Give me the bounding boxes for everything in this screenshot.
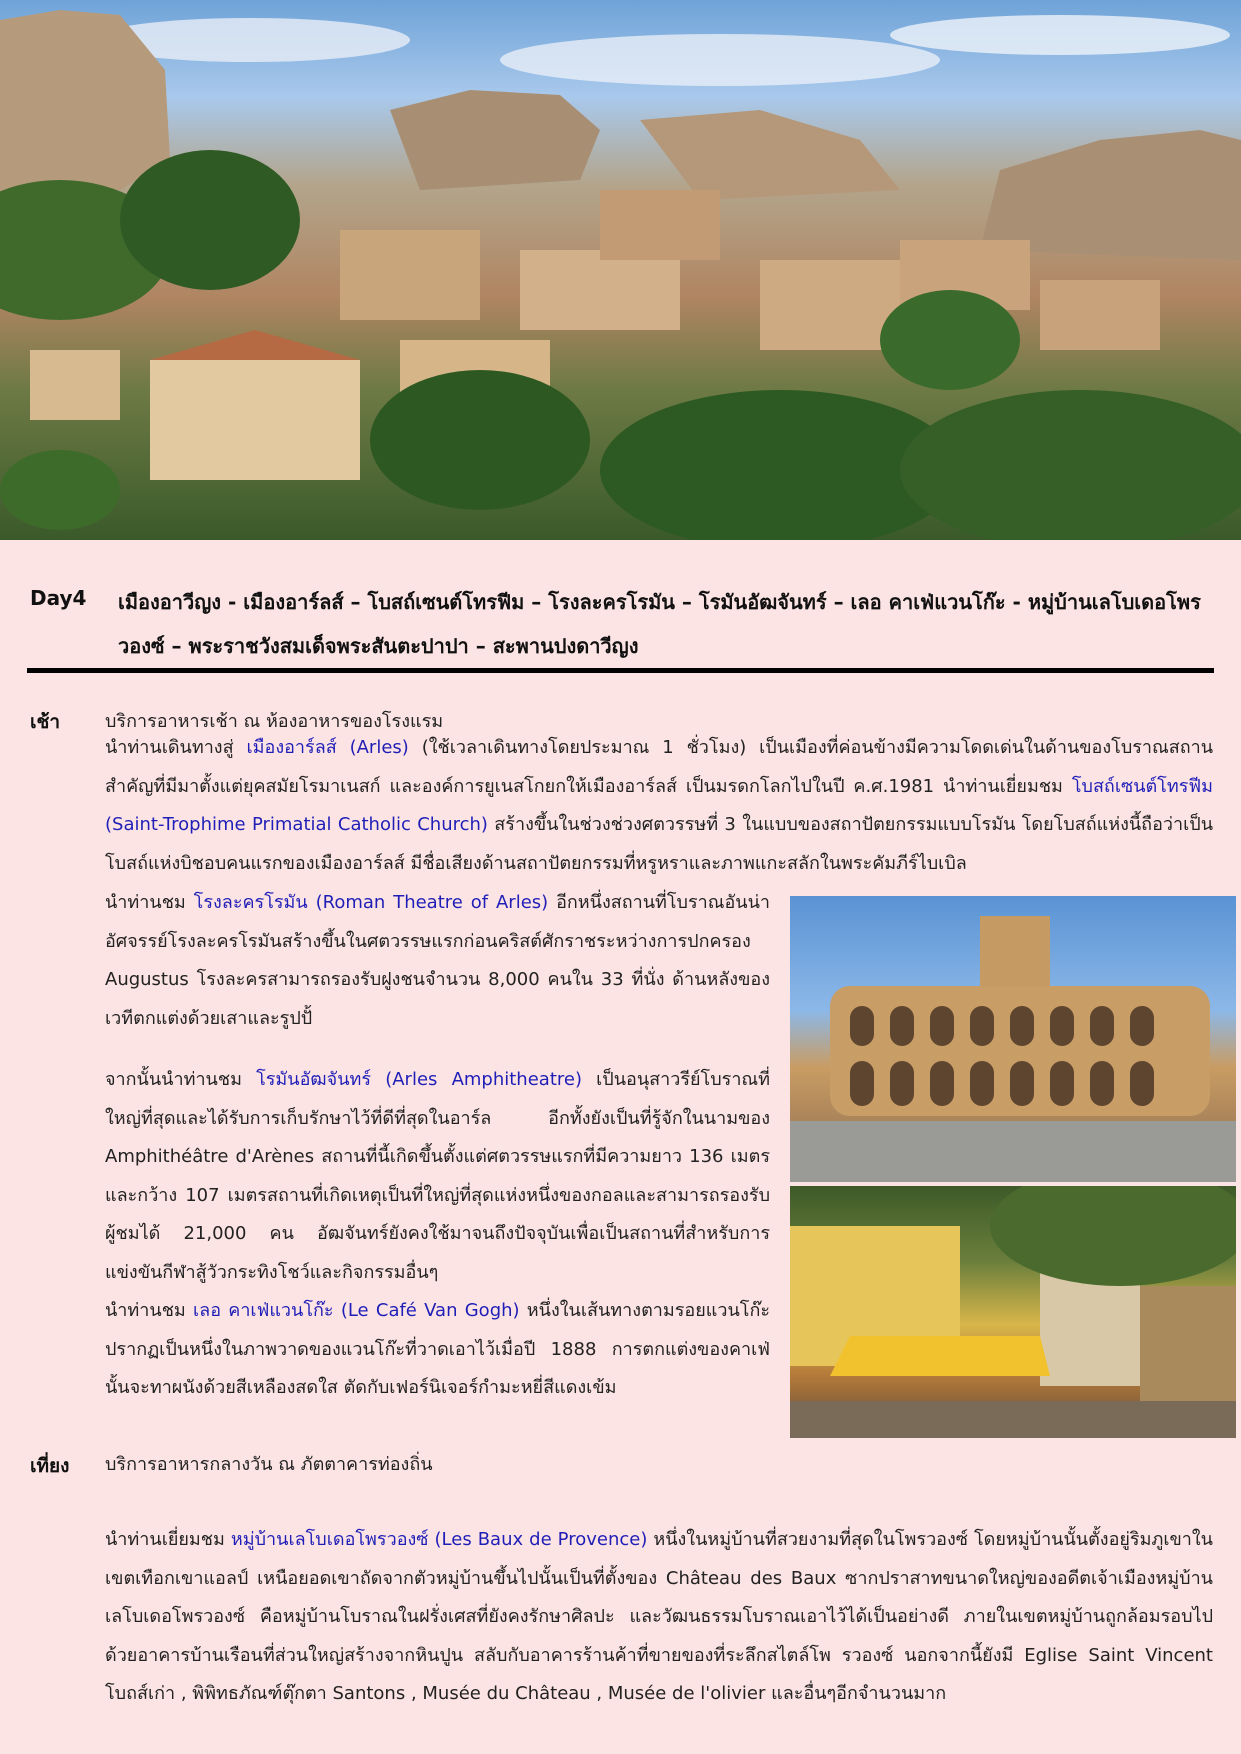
cafe-van-gogh-photo (790, 1186, 1236, 1438)
paragraph-arles (105, 729, 1213, 883)
paragraph-roman-theatre (105, 884, 770, 1038)
highlight-arles: เมืองอาร์ลส์ (Arles) (246, 737, 409, 758)
breakfast-text: บริการอาหารเช้า ณ ห้องอาหารของโรงแรม (105, 711, 444, 732)
morning-label: เช้า (30, 711, 61, 733)
paragraph-arles-text-c: สร้างขึ้นในช่วงช่วงศตวรรษที่ 3 ในแบบของสถาปัตยกรรมแบบโรมัน โดยโบสถ์แห่งนี้ถือว่าเป็นโบสถ์แห่งบิชอบคนแรกของเมืองอาร์ลส์ มีชื่อเสียงด้านสถาปัตยกรรมที่หรูหราและภาพแกะสลักในพระคัมภีร์ไบเบิล (105, 814, 1213, 874)
noon-label: เที่ยง (30, 1455, 70, 1477)
amphitheatre-photo (790, 896, 1236, 1182)
paragraph-cafe-van-gogh-text-a: นำท่านชม (105, 1300, 194, 1321)
day-label: Day4 (30, 586, 87, 610)
lunch-text: บริการอาหารกลางวัน ณ ภัตตาคารท่องถิ่น (105, 1454, 433, 1475)
paragraph-cafe-van-gogh-text-b: หนึ่งในเส้นทางตามรอยแวนโก๊ะปรากฏเป็นหนึ่งในภาพวาดของแวนโก๊ะที่วาดเอาไว้เมื่อปี 1888 การตกแต่งของคาเฟ่นั้นจะทาผนังด้วยสีเหลืองสดใส ตัดกับเฟอร์นิเจอร์กำมะหยี่สีแดงเข้ม (105, 1300, 771, 1398)
highlight-amphitheatre: โรมันอัฒจันทร์ (Arles Amphitheatre) (256, 1069, 582, 1090)
paragraph-les-baux-text-a: นำท่านเยี่ยมชม (105, 1529, 231, 1550)
day-title: เมืองอาวีญง - เมืองอาร์ลส์ – โบสถ์เซนต์โทรฟีม – โรงละครโรมัน – โรมันอัฒจันทร์ – เลอ คาเฟ่แวนโก๊ะ - หมู่บ้านเลโบเดอโพรวองซ์ – พระราชวังสมเด็จพระสันตะปาปา – สะพานปงดาวีญง (118, 590, 1201, 658)
paragraph-cafe-van-gogh (105, 1292, 770, 1408)
hero-photo-les-baux (0, 0, 1241, 540)
paragraph-amphitheatre-text-a: จากนั้นนำท่านชม (105, 1069, 257, 1090)
highlight-saint-trophime: โบสถ์เซนต์โทรฟีม (Saint-Trophime Primatial Catholic Church) (105, 775, 1213, 835)
highlight-les-baux: หมู่บ้านเลโบเดอโพรวองซ์ (Les Baux de Provence) (230, 1529, 648, 1550)
paragraph-roman-theatre-text-b: อีกหนึ่งสถานที่โบราณอันน่าอัศจรรย์โรงละครโรมันสร้างขึ้นในศตวรรษแรกก่อนคริสต์ศักราชระหว่างการปกครอง Augustus โรงละครสามารถรองรับฝูงชนจำนวน 8,000 คนใน 33 ที่นั่ง ด้านหลังของเวทีตกแต่งด้วยเสาและรูปปั้ (105, 892, 770, 1029)
header-divider (27, 668, 1214, 673)
paragraph-amphitheatre (105, 1061, 770, 1292)
paragraph-les-baux (105, 1521, 1213, 1714)
paragraph-les-baux-text-b: หนึ่งในหมู่บ้านที่สวยงามที่สุดในโพรวองซ์ โดยหมู่บ้านนั้นตั้งอยู่ริมภูเขาในเขตเทือกเขาแอลป์ เหนือยอดเขาถัดจากตัวหมู่บ้านขึ้นไปนั้นเป็นที่ตั้งของ Château des Baux ซากปราสาทขนาดใหญ่ของอดีตเจ้าเมืองหมู่บ้านเลโบเดอโพรวองซ์ คือหมู่บ้านโบราณในฝรั่งเศสที่ยังคงรักษาศิลปะ และวัฒนธรรมโบราณเอาไว้ได้เป็นอย่างดี ภายในเขตหมู่บ้านถูกล้อมรอบไปด้วยอาคารบ้านเรือนที่ส่วนใหญ่สร้างจากหินปูน สลับกับอาคารร้านค้าที่ขายของที่ระลึกสไตล์โพ รวองซ์ นอกจากนี้ยังมี Eglise Saint Vincent โบถส์เก่า , พิพิทธภัณฑ์ตุ๊กตา Santons , Musée du Château , Musée de l'olivier และอื่นๆอีกจำนวนมาก (105, 1529, 1213, 1704)
paragraph-amphitheatre-text-b: เป็นอนุสาวรีย์โบราณที่ใหญ่ที่สุดและได้รับการเก็บรักษาไว้ที่ดีที่สุดในอาร์ล อีกทั้งยังเป็นที่รู้จักในนามของ Amphithéâtre d'Arènes สถานที่นี้เกิดขึ้นตั้งแต่ศตวรรษแรกที่มีความยาว 136 เมตร และกว้าง 107 เมตรสถานที่เกิดเหตุเป็นที่ใหญ่ที่สุดแห่งหนึ่งของกอลและสามารถรองรับผู้ชมได้ 21,000 คน อัฒจันทร์ยังคงใช้มาจนถึงปัจจุบันเพื่อเป็นสถานที่สำหรับการแข่งขันกีฬาสู้วัวกระทิงโชว์และกิจกรรมอื่นๆ (105, 1069, 770, 1283)
paragraph-roman-theatre-text-a: นำท่านชม (105, 892, 194, 913)
paragraph-arles-text-b: (ใช้เวลาเดินทางโดยประมาณ 1 ชั่วโมง) เป็นเมืองที่ค่อนข้างมีความโดดเด่นในด้านของโบราณสถานสำคัญที่มีมาตั้งแต่ยุคสมัยโรมาเนสก์ และองค์การยูเนสโกยกให้เมืองอาร์ลส์ เป็นมรดกโลกไปในปี ค.ศ.1981 นำท่านเยี่ยมชม (105, 737, 1214, 797)
highlight-roman-theatre: โรงละครโรมัน (Roman Theatre of Arles) (193, 892, 549, 913)
highlight-cafe-van-gogh: เลอ คาเฟ่แวนโก๊ะ (Le Café Van Gogh) (193, 1300, 520, 1321)
paragraph-arles-text-a: นำท่านเดินทางสู่ (105, 737, 247, 758)
